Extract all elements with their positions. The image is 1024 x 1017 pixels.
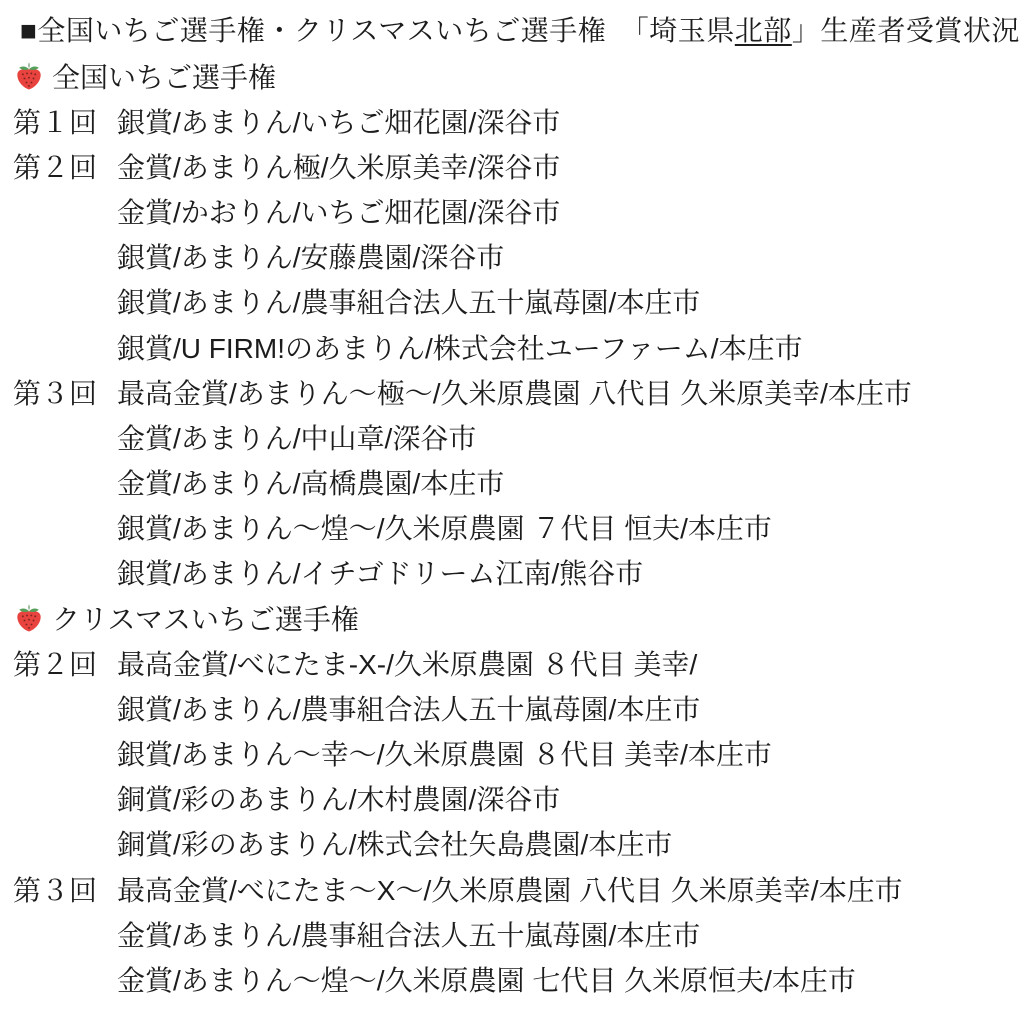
award-row (0, 98, 1024, 143)
award-text: 銅賞/彩のあまりん/株式会社矢島農園/本庄市 (117, 829, 673, 861)
award-text: 金賞/あまりん/高橋農園/本庄市 (117, 468, 505, 500)
award-row (0, 279, 1024, 324)
round-label: 第１回 (13, 106, 98, 138)
award-row (0, 460, 1024, 505)
award-text: 銀賞/あまりん/イチゴドリーム江南/熊谷市 (117, 558, 644, 590)
award-text: 最高金賞/あまりん〜極〜/久米原農園 八代目 久米原美幸/本庄市 (117, 377, 912, 409)
award-row (0, 730, 1024, 775)
award-row (0, 685, 1024, 730)
championship-section (0, 595, 1024, 1002)
section-header (0, 595, 1024, 640)
award-row (0, 821, 1024, 866)
section-rows (0, 98, 1024, 595)
award-text: 銀賞/あまりん/農事組合法人五十嵐苺園/本庄市 (117, 287, 701, 319)
round-label: 第３回 (13, 377, 98, 409)
round-label: 第３回 (13, 874, 98, 906)
award-row (0, 505, 1024, 550)
award-text: 最高金賞/べにたま-X-/久米原農園 ８代目 美幸/ (117, 648, 698, 680)
award-text: 銀賞/あまりん〜煌〜/久米原農園 ７代目 恒夫/本庄市 (117, 513, 772, 545)
section-heading: 全国いちご選手権 (52, 61, 277, 93)
award-text: 銀賞/あまりん/安藤農園/深谷市 (117, 242, 505, 274)
strawberry-icon (15, 602, 43, 633)
award-row (0, 188, 1024, 233)
award-text: 金賞/あまりん/中山章/深谷市 (117, 422, 477, 454)
award-text: 金賞/あまりん/農事組合法人五十嵐苺園/本庄市 (117, 919, 701, 951)
section-heading: クリスマスいちご選手権 (52, 603, 359, 635)
award-row (0, 911, 1024, 956)
strawberry-icon (15, 60, 43, 91)
award-row (0, 866, 1024, 911)
title-text-pre: ■全国いちご選手権・クリスマスいちご選手権 「埼玉県 (20, 15, 735, 46)
title-underlined-region: 北部 (734, 15, 792, 46)
title-text-post: 」生産者受賞状況 (791, 15, 1020, 46)
award-text: 銀賞/あまりん/いちご畑花園/深谷市 (117, 106, 561, 138)
round-label: 第２回 (13, 151, 98, 183)
award-row (0, 369, 1024, 414)
championship-section (0, 53, 1024, 595)
award-text: 銀賞/あまりん〜幸〜/久米原農園 ８代目 美幸/本庄市 (117, 739, 772, 771)
award-text: 銀賞/あまりん/農事組合法人五十嵐苺園/本庄市 (117, 693, 701, 725)
award-row (0, 324, 1024, 369)
award-text: 金賞/あまりん〜煌〜/久米原農園 七代目 久米原恒夫/本庄市 (117, 964, 856, 996)
sections-container (0, 53, 1024, 1002)
award-row (0, 414, 1024, 459)
award-row (0, 956, 1024, 1001)
award-row (0, 550, 1024, 595)
section-rows (0, 640, 1024, 1002)
award-row (0, 143, 1024, 188)
award-text: 銅賞/彩のあまりん/木村農園/深谷市 (117, 784, 561, 816)
award-text: 金賞/かおりん/いちご畑花園/深谷市 (117, 196, 561, 228)
section-header (0, 53, 1024, 98)
award-text: 銀賞/U FIRM!のあまりん/株式会社ユーファーム/本庄市 (117, 332, 803, 364)
award-text: 最高金賞/べにたま〜X〜/久米原農園 八代目 久米原美幸/本庄市 (117, 874, 903, 906)
award-row (0, 776, 1024, 821)
page-title (0, 8, 1024, 53)
award-text: 金賞/あまりん極/久米原美幸/深谷市 (117, 151, 561, 183)
award-row (0, 234, 1024, 279)
award-row (0, 640, 1024, 685)
round-label: 第２回 (13, 648, 98, 680)
